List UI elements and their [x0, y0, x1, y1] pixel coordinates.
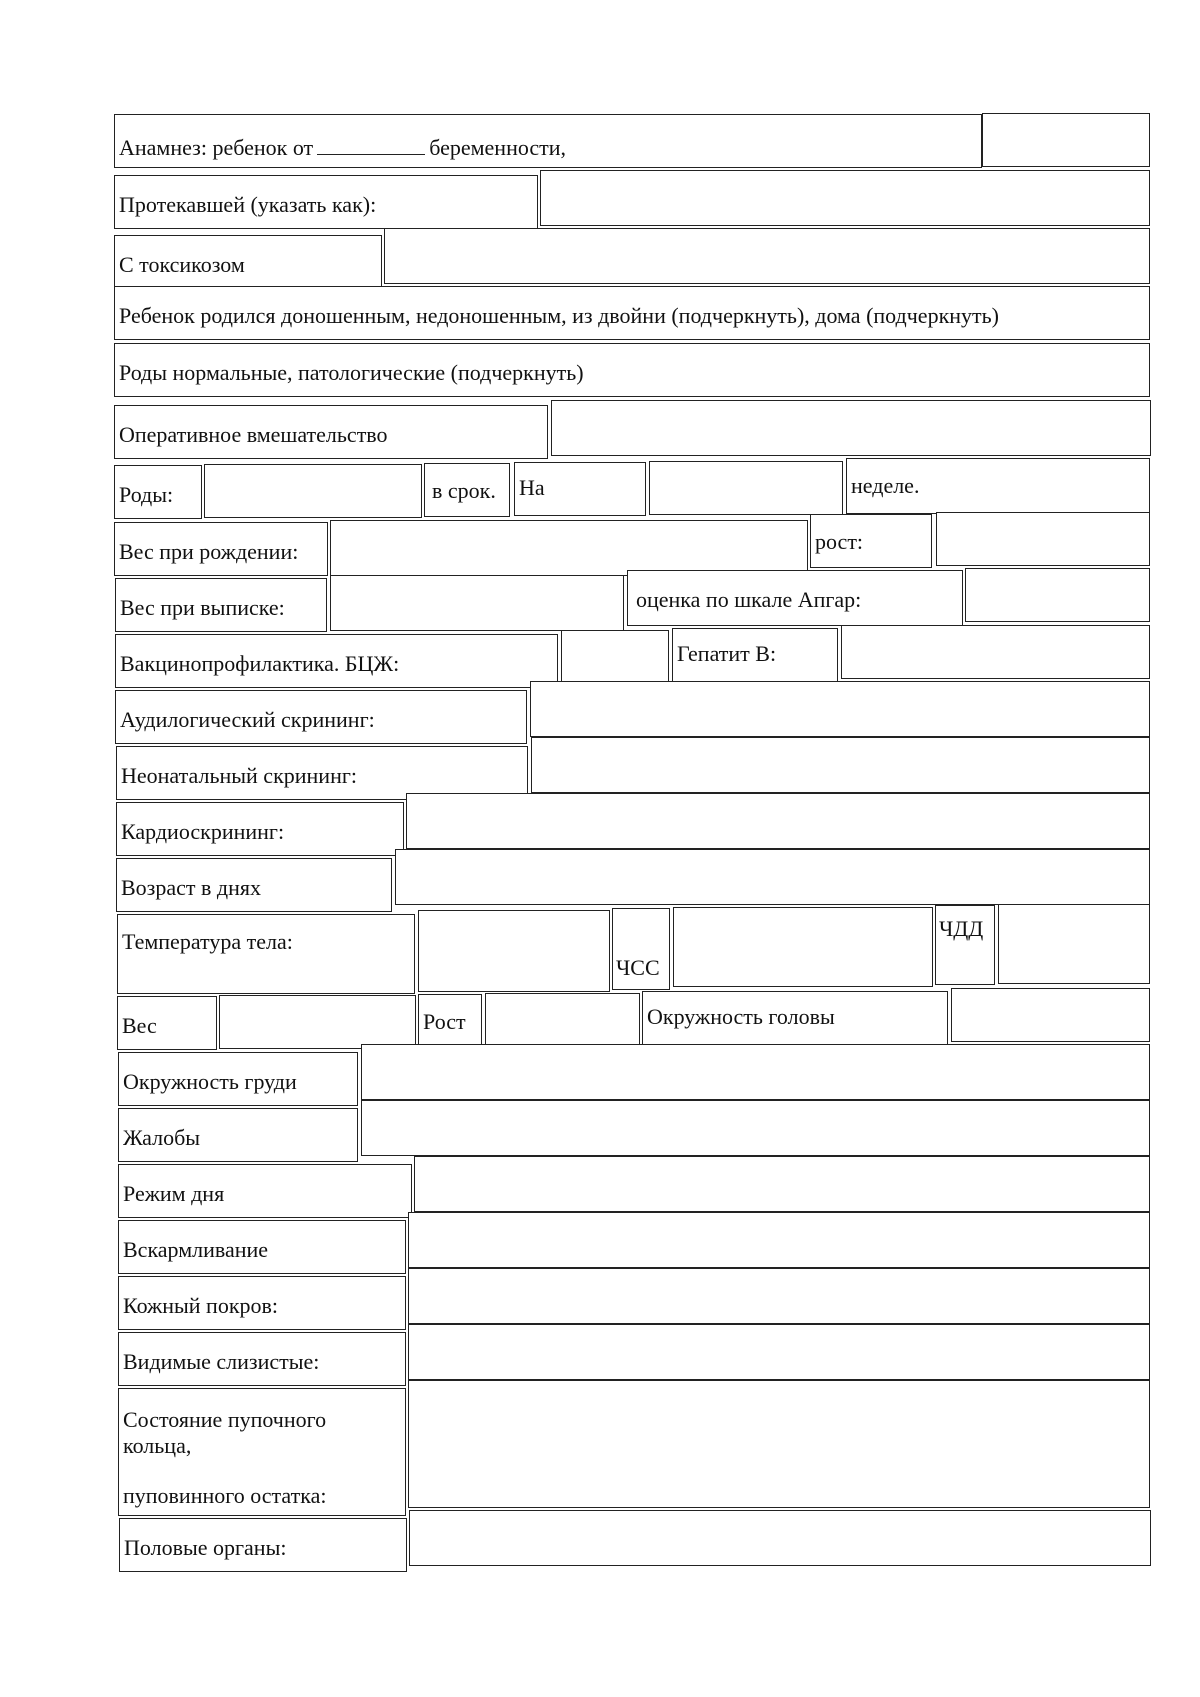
head-circumference-label: Окружность головы — [647, 1004, 835, 1029]
bcg-label: Вакцинопрофилактика. БЦЖ: — [120, 651, 400, 676]
toxicosis-label-cell — [114, 235, 382, 289]
umbilical-field[interactable] — [408, 1380, 1150, 1508]
hr-cell — [612, 908, 670, 990]
height-label: Рост — [423, 1009, 466, 1034]
surgery-label-cell — [114, 405, 548, 459]
discharge-weight-field[interactable] — [330, 575, 624, 631]
anamnesis-suffix: беременности, — [429, 135, 567, 160]
genitals-label: Половые органы: — [124, 1535, 287, 1560]
discharge-weight-label: Вес при выписке: — [120, 595, 285, 620]
feeding-field[interactable] — [408, 1212, 1150, 1268]
neonatal-label-cell — [116, 746, 528, 800]
audiology-label: Аудилогический скрининг: — [120, 707, 375, 732]
on-time-cell — [424, 463, 510, 517]
age-days-label: Возраст в днях — [121, 875, 261, 900]
at-label: На — [519, 475, 545, 500]
labor-label-cell — [114, 465, 202, 519]
temperature-label: Температура тела: — [122, 929, 293, 954]
discharge-weight-label-cell — [115, 578, 327, 632]
height-cell — [810, 514, 932, 568]
height-field[interactable] — [485, 993, 640, 1047]
temperature-field[interactable] — [418, 910, 610, 992]
pregnancy-number-blank[interactable] — [317, 136, 425, 155]
born-row — [114, 286, 1150, 340]
umbilical-stump-label: пуповинного остатка: — [123, 1483, 327, 1508]
audiology-field[interactable] — [530, 681, 1150, 737]
on-time-label: в срок. — [432, 478, 496, 503]
neonatal-label: Неонатальный скрининг: — [121, 763, 357, 788]
surgery-field[interactable] — [551, 400, 1151, 456]
genitals-field[interactable] — [409, 1510, 1151, 1566]
hepatitis-label: Гепатит В: — [677, 641, 777, 666]
delivery-type-row — [114, 343, 1150, 397]
cardio-label-cell — [116, 802, 404, 856]
proceeded-label-cell — [114, 175, 538, 229]
week-cell — [846, 458, 1150, 514]
hepatitis-cell — [672, 628, 838, 682]
born-text[interactable]: Ребенок родился доношенным, недоношенным, из двойни (подчеркнуть), дома (подчеркнуть) — [119, 303, 999, 328]
mucosa-field[interactable] — [408, 1324, 1150, 1380]
umbilical-label-cell — [118, 1388, 406, 1516]
anamnesis-prefix: Анамнез: ребенок от — [119, 135, 314, 160]
delivery-type-text[interactable]: Роды нормальные, патологические (подчеркнуть) — [119, 360, 584, 385]
birth-weight-label-cell — [114, 522, 328, 576]
hepatitis-field[interactable] — [841, 625, 1150, 679]
toxicosis-label: С токсикозом — [119, 252, 245, 277]
weight-label-cell — [117, 996, 217, 1050]
routine-label-cell — [118, 1164, 412, 1218]
skin-field[interactable] — [408, 1268, 1150, 1324]
proceeded-field[interactable] — [540, 170, 1150, 226]
birth-weight-field[interactable] — [330, 520, 808, 576]
head-circumference-cell — [642, 991, 948, 1045]
hr-label: ЧСС — [616, 955, 660, 980]
toxicosis-field[interactable] — [384, 228, 1150, 284]
vaccination-label-cell — [115, 634, 558, 688]
cardio-label: Кардиоскрининг: — [121, 819, 285, 844]
anamnesis-text — [119, 135, 566, 161]
at-cell — [514, 462, 646, 516]
bcg-field[interactable] — [561, 630, 669, 684]
feeding-label-cell — [118, 1220, 406, 1274]
complaints-label: Жалобы — [123, 1125, 201, 1150]
birth-height-field[interactable] — [936, 512, 1150, 566]
chest-field[interactable] — [361, 1044, 1150, 1100]
age-days-field[interactable] — [395, 849, 1150, 905]
mucosa-label: Видимые слизистые: — [123, 1349, 320, 1374]
weight-label: Вес — [122, 1013, 157, 1038]
neonatal-field[interactable] — [531, 737, 1150, 793]
labor-label: Роды: — [119, 482, 174, 507]
apgar-label: оценка по шкале Апгар: — [636, 587, 862, 612]
proceeded-label: Протекавшей (указать как): — [119, 192, 377, 217]
birth-height-label: рост: — [815, 529, 864, 554]
skin-label: Кожный покров: — [123, 1293, 279, 1318]
week-label: неделе. — [851, 473, 920, 498]
apgar-cell — [627, 570, 963, 626]
apgar-field[interactable] — [965, 568, 1150, 622]
cardio-field[interactable] — [406, 793, 1150, 849]
gestation-week-field[interactable] — [649, 461, 843, 515]
chest-label: Окружность груди — [123, 1069, 297, 1094]
rr-label: ЧДД — [939, 916, 984, 941]
weight-field[interactable] — [219, 995, 416, 1049]
anamnesis-row — [114, 114, 982, 168]
mucosa-label-cell — [118, 1332, 406, 1386]
complaints-field[interactable] — [361, 1100, 1150, 1156]
labor-field[interactable] — [204, 464, 422, 518]
genitals-label-cell — [119, 1518, 407, 1572]
hr-field[interactable] — [673, 907, 933, 987]
complaints-label-cell — [118, 1108, 358, 1162]
temperature-label-cell — [117, 914, 415, 994]
feeding-label: Вскармливание — [123, 1237, 269, 1262]
birth-weight-label: Вес при рождении: — [119, 539, 299, 564]
chest-label-cell — [118, 1052, 358, 1106]
age-days-label-cell — [116, 858, 392, 912]
routine-field[interactable] — [414, 1156, 1150, 1212]
skin-label-cell — [118, 1276, 406, 1330]
surgery-label: Оперативное вмешательство — [119, 422, 388, 447]
rr-field[interactable] — [998, 904, 1150, 984]
head-circumference-field[interactable] — [951, 988, 1150, 1042]
height-label-cell — [418, 994, 482, 1048]
routine-label: Режим дня — [123, 1181, 225, 1206]
anamnesis-extra-field[interactable] — [982, 113, 1150, 167]
audiology-label-cell — [115, 690, 527, 744]
rr-cell — [935, 905, 995, 985]
umbilical-ring-label: Состояние пупочного кольца, — [123, 1407, 327, 1458]
